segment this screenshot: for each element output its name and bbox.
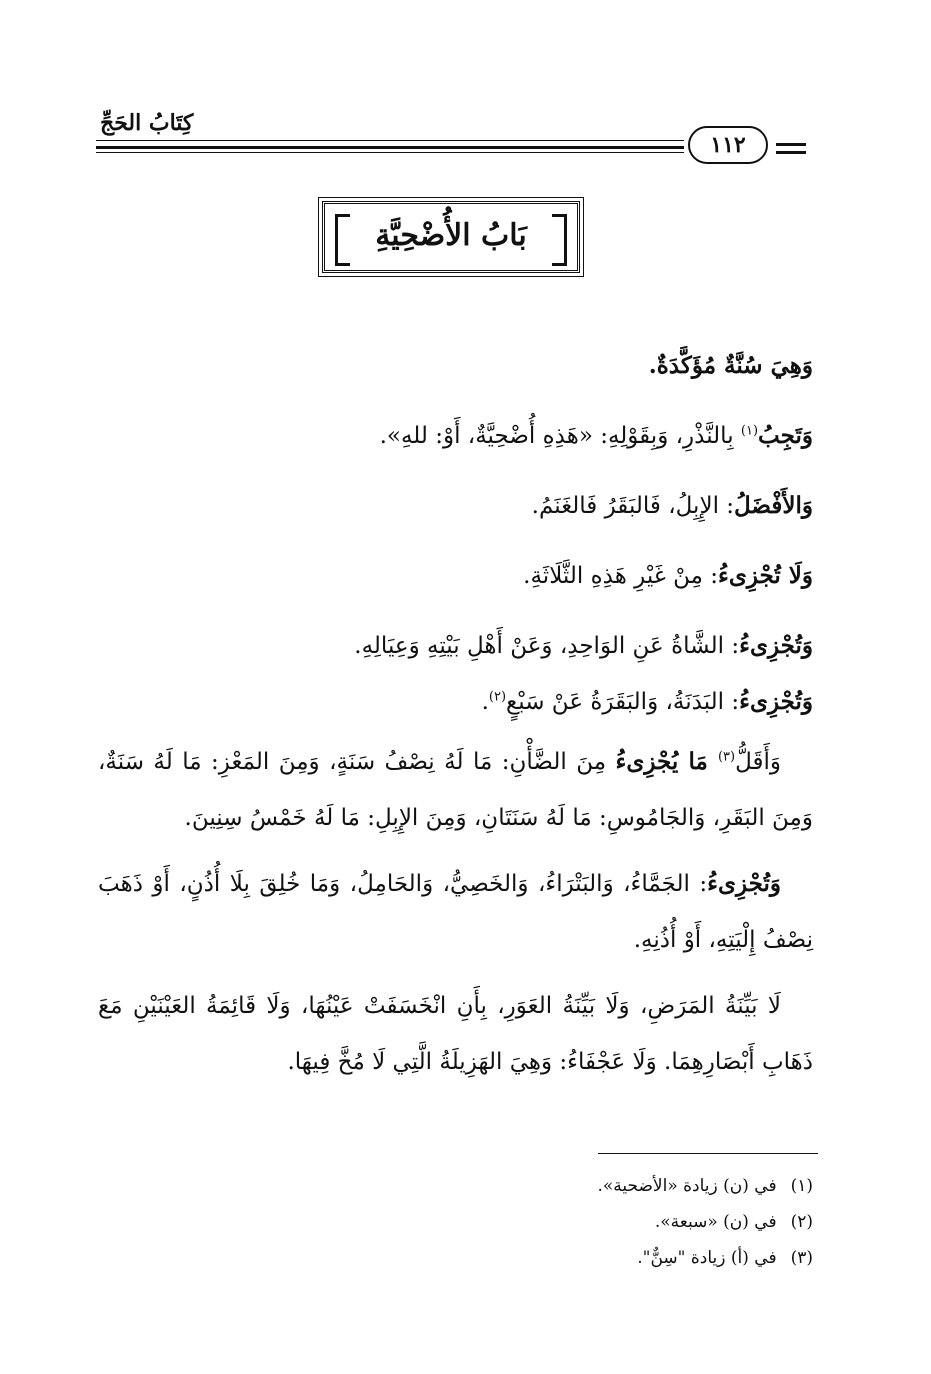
footnote-text: في (أ) زيادة "سِنٌّ". <box>637 1248 777 1268</box>
header-dash-top <box>776 143 806 146</box>
footnote-text: في (ن) زيادة «الأضحية». <box>597 1176 777 1196</box>
footnote-separator <box>598 1153 818 1154</box>
text-line <box>98 674 813 730</box>
footnotes <box>213 1168 813 1276</box>
text-span: . <box>481 689 489 715</box>
footnote-number: (١) <box>790 1176 813 1196</box>
footnote <box>213 1240 813 1276</box>
chapter-title-frame <box>322 201 580 273</box>
text-span: مِنَ الضَّأْنِ: مَا لَهُ نِصْفُ سَنَةٍ، وَمِنَ المَعْزِ: مَا لَهُ سَنَةٌ، وَمِنَ البَقَرِ، وَالجَامُوسِ: مَا لَهُ سَنَتَانِ، وَمِنَ الإِبِلِ: مَا لَهُ خَمْسُ سِنِينَ. <box>98 749 813 831</box>
footnote-ref: (٢) <box>488 689 507 705</box>
term: وَتَجِبُ <box>758 422 813 449</box>
text-line <box>98 548 813 604</box>
text-line <box>98 408 813 464</box>
header-rule-top <box>96 140 684 141</box>
footnote <box>213 1204 813 1240</box>
text-span: : الجَمَّاءُ، وَالبَتْرَاءُ، وَالخَصِيُّ، وَالحَامِلُ، وَمَا خُلِقَ بِلَا أُذُنٍ، أَوْ ذَهَبَ نِصْفُ إِلْيَتِهِ، أَوْ أُذُنِهِ. <box>98 871 813 953</box>
main-text <box>98 338 813 1090</box>
header-dash-bottom <box>776 151 806 154</box>
footnote-text: في (ن) «سبعة». <box>654 1212 777 1232</box>
footnote-ref: (٣) <box>717 749 736 765</box>
page-number-badge <box>688 126 770 166</box>
footnote-number: (٢) <box>790 1212 813 1232</box>
text-line: وَهِيَ سُنَّةٌ مُؤَكَّدَةٌ. <box>648 352 813 379</box>
text-span: : الإِبِلُ، فَالبَقَرُ فَالغَنَمُ. <box>531 493 735 519</box>
term: مَا يُجْزِىءُ <box>615 748 718 775</box>
text-span: بِالنَّذْرِ، وَبِقَوْلِهِ: «هَذِهِ أُضْحِيَّةٌ، أَوْ: للهِ». <box>379 423 741 449</box>
text-span: : مِنْ غَيْرِ هَذِهِ الثَّلَاثَةِ. <box>523 563 718 589</box>
text-line <box>98 478 813 534</box>
term: وَتُجْزِىءُ <box>739 632 813 659</box>
book-title: كِتَابُ الحَجِّ <box>100 110 194 136</box>
text-span: وَأَقَلُّ <box>735 749 781 775</box>
footnote <box>213 1168 813 1204</box>
header-rule-middle <box>96 146 684 149</box>
term: وَالأَفْضَلُ <box>734 492 813 519</box>
term: وَتُجْزِىءُ <box>707 870 781 897</box>
page-number: ١١٢ <box>688 126 768 164</box>
header-rule-bottom <box>96 152 684 153</box>
text-span: : البَدَنَةُ، وَالبَقَرَةُ عَنْ سَبْعٍ <box>506 689 740 715</box>
paragraph <box>98 734 813 846</box>
footnote-number: (٣) <box>790 1248 813 1268</box>
chapter-title: بَابُ الأُضْحِيَّةِ <box>375 218 527 253</box>
term: وَلَا تُجْزِىءُ <box>718 562 813 589</box>
text-line <box>98 618 813 674</box>
term: وَتُجْزِىءُ <box>739 688 813 715</box>
paragraph <box>98 856 813 968</box>
paragraph: لَا بَيِّنَةُ المَرَضِ، وَلَا بَيِّنَةُ العَوَرِ، بِأَنِ انْخَسَفَتْ عَيْنُهَا، وَلَا قَائِمَةُ العَيْنَيْنِ مَعَ ذَهَابِ أَبْصَارِهِمَا. وَلَا عَجْفَاءُ: وَهِيَ الهَزِيلَةُ الَّتِي لَا مُخَّ فِيهَا. <box>98 993 813 1075</box>
text-span: : الشَّاةُ عَنِ الوَاحِدِ، وَعَنْ أَهْلِ بَيْتِهِ وَعِيَالِهِ. <box>354 633 740 659</box>
footnote-ref: (١) <box>740 423 759 439</box>
